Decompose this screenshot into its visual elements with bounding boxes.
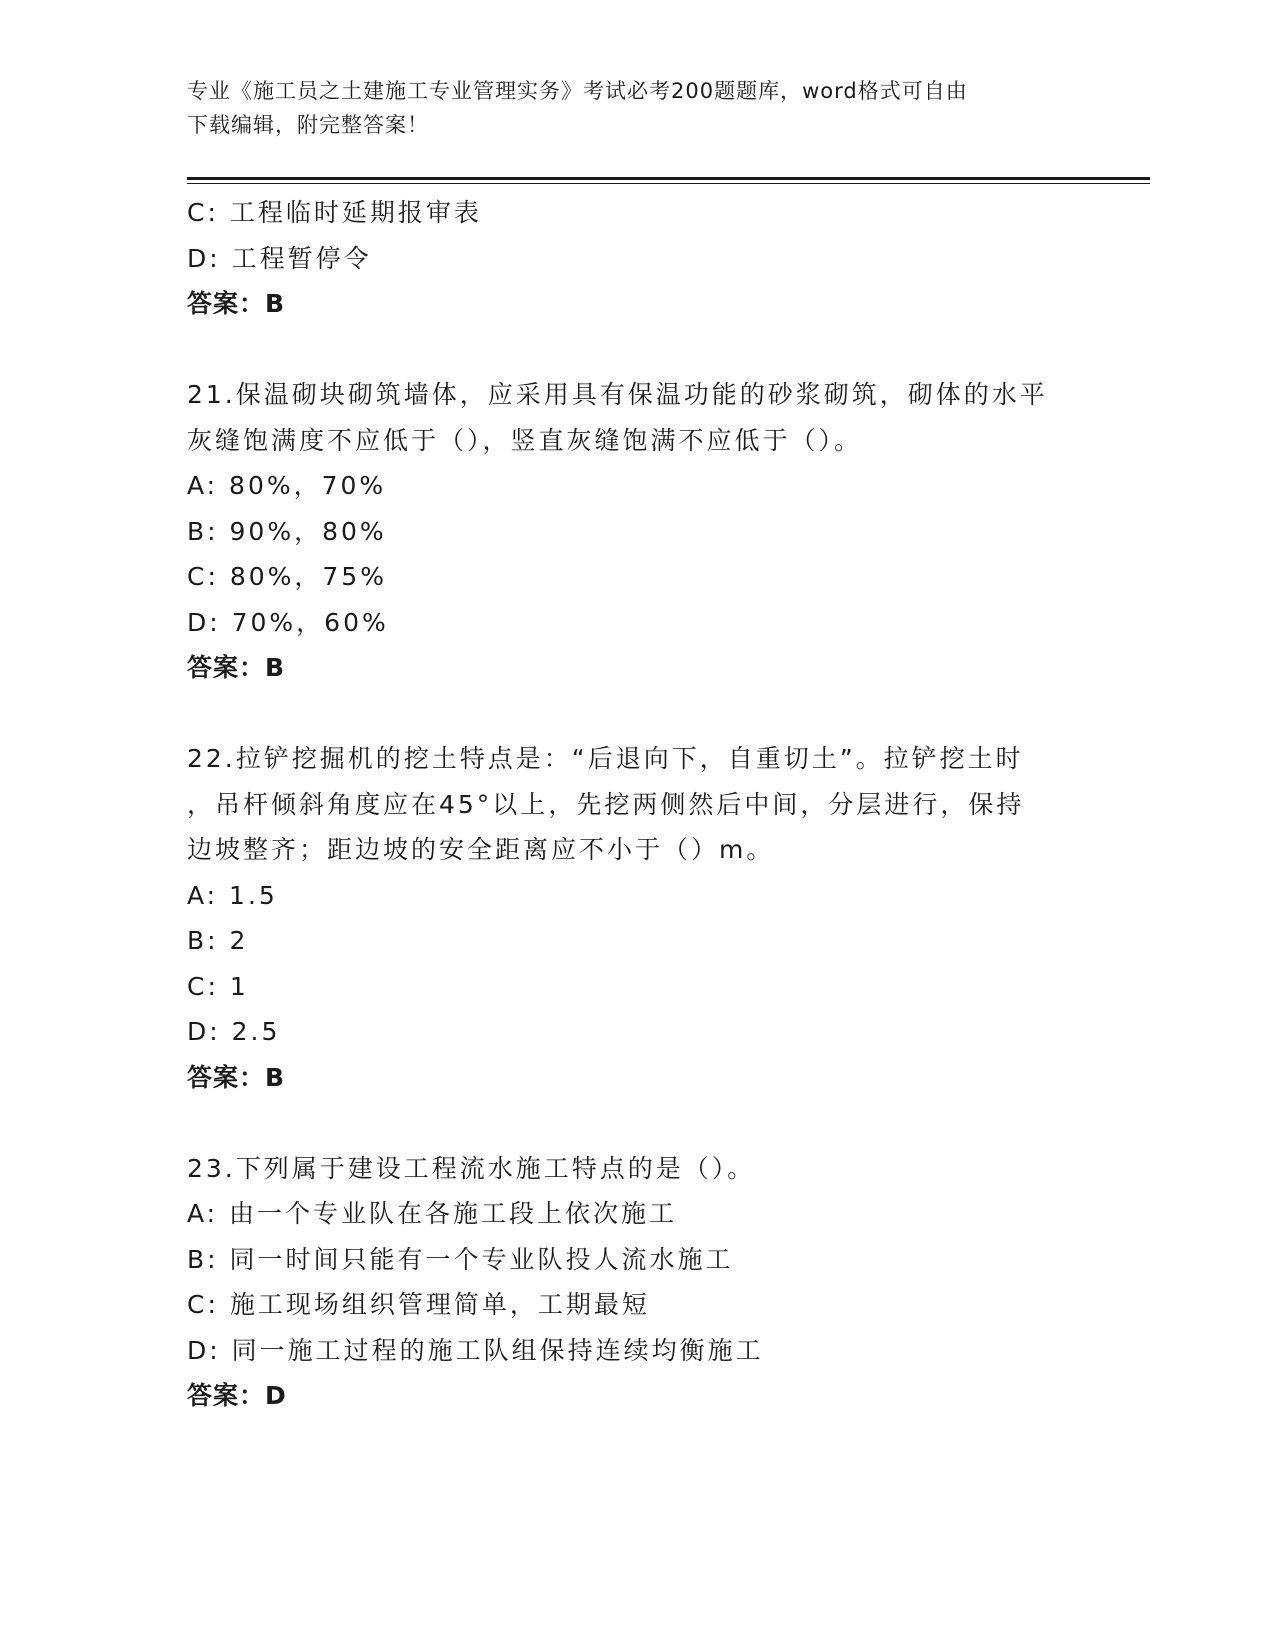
question-text: 灰缝饱满度不应低于（），竖直灰缝饱满不应低于（）。 <box>187 425 863 455</box>
answer: 答案：B <box>187 653 286 682</box>
option-a: A: 80%，70% <box>187 471 387 500</box>
option-d: D: 同一施工过程的施工队组保持连续均衡施工 <box>187 1335 764 1365</box>
question-text: 23.下列属于建设工程流水施工特点的是（）。 <box>187 1153 756 1183</box>
option-d: D: 工程暂停令 <box>187 243 372 273</box>
option-d: D: 70%，60% <box>187 607 389 637</box>
header-line-2: 下载编辑，附完整答案！ <box>187 113 429 137</box>
option-b: B: 2 <box>187 926 249 955</box>
option-d: D: 2.5 <box>187 1017 281 1046</box>
page-header <box>187 74 1067 142</box>
answer: 答案：B <box>187 1062 286 1092</box>
prev-question-block <box>187 190 1087 327</box>
header-line-1: 专业《施工员之土建施工专业管理实务》考试必考200题题库，word格式可自由 <box>187 79 968 103</box>
question-content <box>187 190 1087 1419</box>
question-text: ，吊杆倾斜角度应在45°以上，先挖两侧然后中间，分层进行，保持 <box>187 789 1025 819</box>
header-rule-thin <box>187 183 1150 184</box>
option-a: A: 由一个专业队在各施工段上依次施工 <box>187 1199 678 1228</box>
spacer <box>187 1100 1087 1146</box>
question-text: 21.保温砌块砌筑墙体，应采用具有保温功能的砂浆砌筑，砌体的水平 <box>187 380 1048 409</box>
answer: 答案：B <box>187 289 286 318</box>
option-c: C: 工程临时延期报审表 <box>187 198 482 227</box>
question-text: 边坡整齐；距边坡的安全距离应不小于（）m。 <box>187 835 775 864</box>
option-c: C: 80%，75% <box>187 562 387 591</box>
option-c: C: 1 <box>187 971 249 1001</box>
spacer <box>187 327 1087 373</box>
question-21 <box>187 372 1087 691</box>
question-text: 22.拉铲挖掘机的挖土特点是：“后退向下，自重切土”。拉铲挖土时 <box>187 744 1024 773</box>
question-22 <box>187 736 1087 1100</box>
spacer <box>187 691 1087 737</box>
option-b: B: 同一时间只能有一个专业队投人流水施工 <box>187 1244 734 1274</box>
option-c: C: 施工现场组织管理简单，工期最短 <box>187 1290 650 1319</box>
header-rule-thick <box>187 177 1150 180</box>
question-23 <box>187 1146 1087 1419</box>
answer: 答案：D <box>187 1381 287 1410</box>
option-a: A: 1.5 <box>187 880 278 910</box>
option-b: B: 90%，80% <box>187 516 387 546</box>
